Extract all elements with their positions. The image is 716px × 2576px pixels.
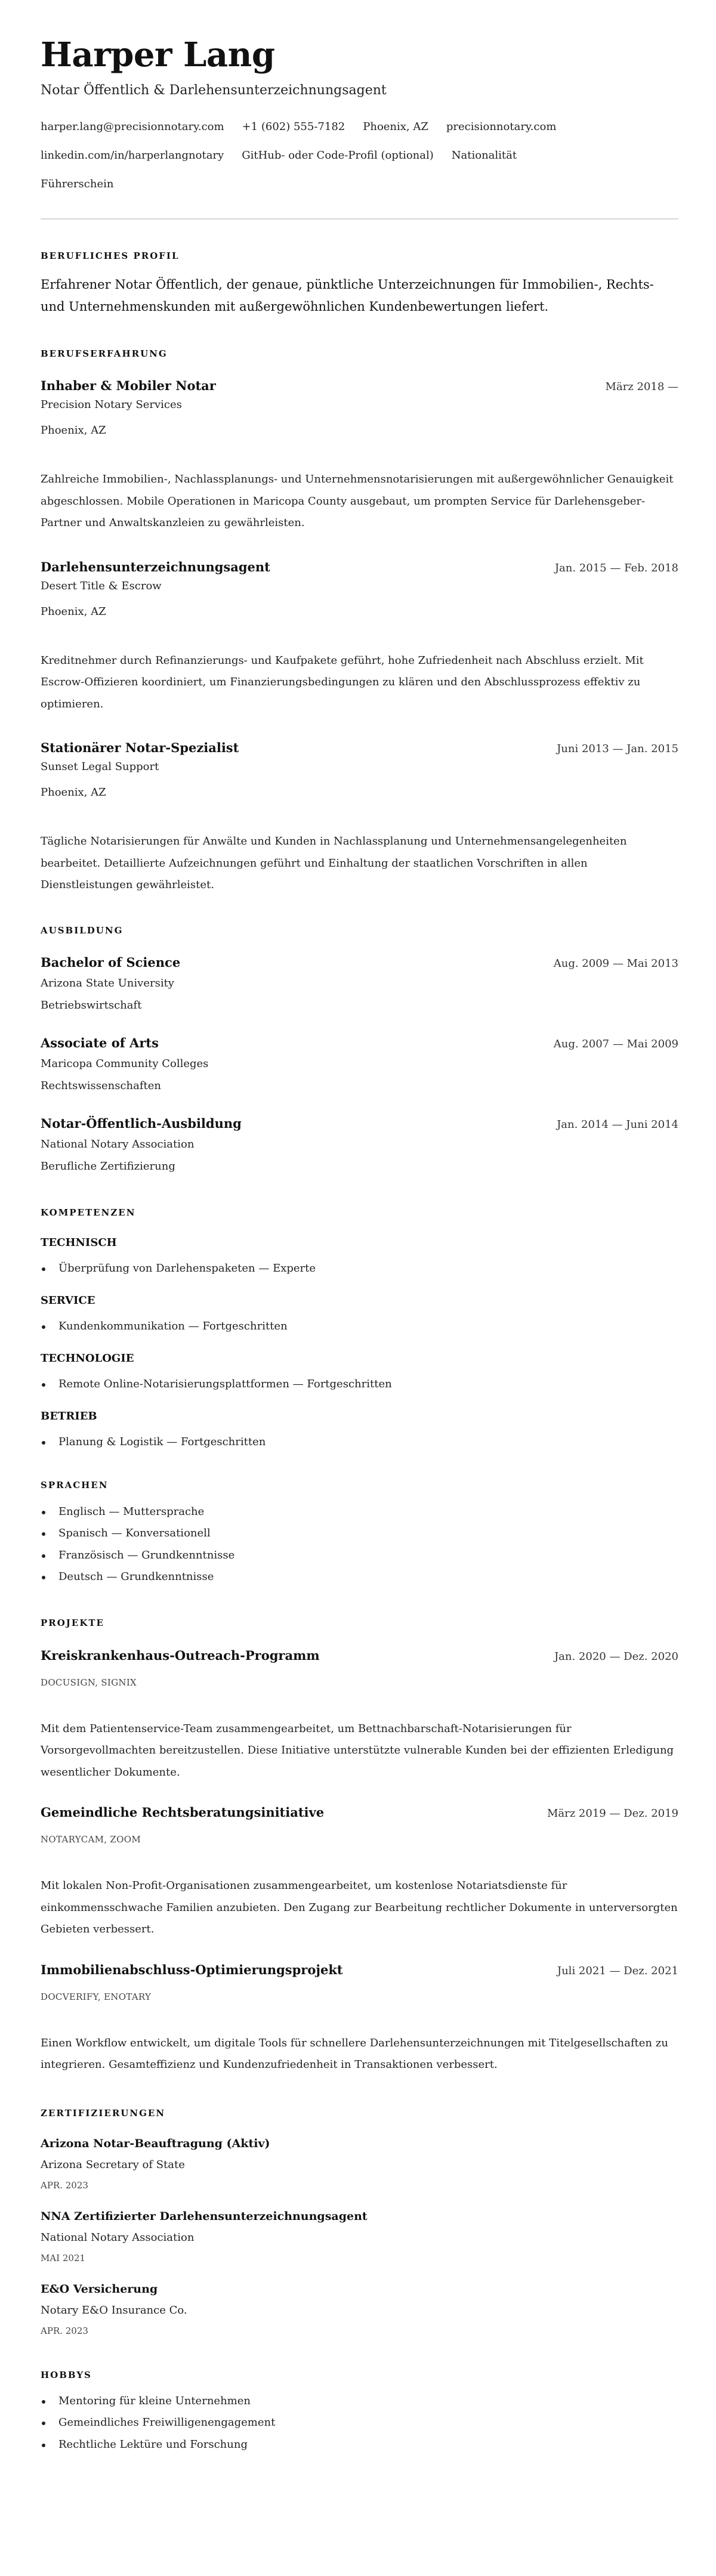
project-tools: NOTARYCAM, ZOOM [41, 1834, 141, 1845]
contact-row [41, 170, 678, 199]
certification-date: MAI 2021 [41, 2252, 86, 2263]
resume-header [41, 36, 678, 199]
job-dates: Jan. 2015 — Feb. 2018 [554, 561, 678, 574]
contact-email[interactable]: harper.lang@precisionnotary.com [41, 120, 224, 133]
experience-section [41, 348, 678, 896]
resume-page [0, 36, 716, 2479]
job-title: Stationärer Notar-Spezialist [41, 740, 239, 755]
skills-section [41, 1207, 678, 1451]
certification-entry [41, 2208, 678, 2265]
certification-title: E&O Versicherung [41, 2282, 158, 2296]
project-tools: DOCVERIFY, ENOTARY [41, 1991, 152, 2002]
section-heading: AUSBILDUNG [41, 924, 124, 936]
contact-list [41, 113, 678, 199]
hobby-item: Gemeindliches Freiwilligenengagement [41, 2412, 678, 2434]
project-title: Kreiskrankenhaus-Outreach-Programm [41, 1647, 320, 1663]
education-entry [41, 1115, 678, 1176]
certification-date: APR. 2023 [41, 2179, 88, 2191]
certification-issuer: Notary E&O Insurance Co. [41, 2303, 187, 2317]
field-of-study: Berufliche Zertifizierung [41, 1159, 175, 1173]
job-dates: Juni 2013 — Jan. 2015 [557, 743, 678, 755]
school: Arizona State University [41, 976, 174, 989]
skill-list [41, 1375, 678, 1393]
header-divider [41, 218, 678, 219]
education-entry [41, 1034, 678, 1095]
section-heading: ZERTIFIZIERUNGEN [41, 2107, 166, 2119]
job-entry [41, 377, 678, 534]
language-item: Spanisch — Konversationell [41, 1523, 678, 1545]
job-company: Desert Title & Escrow [41, 579, 162, 592]
education-entry [41, 954, 678, 1015]
contact-phone[interactable]: +1 (602) 555-7182 [242, 120, 345, 133]
certification-issuer: National Notary Association [41, 2231, 195, 2244]
degree: Notar-Öffentlich-Ausbildung [41, 1115, 242, 1131]
job-entry [41, 558, 678, 716]
project-description: Einen Workflow entwickelt, um digitale Tools für schnellere Darlehensunterzeichnungen mit Titelgesellschaften zu integrieren. Gesamteffizienz und Kundenzufriedenheit in Transaktionen verbessert. [41, 2036, 668, 2071]
school: National Notary Association [41, 1137, 195, 1151]
project-entry [41, 1647, 678, 1784]
degree: Associate of Arts [41, 1035, 159, 1050]
section-heading: SPRACHEN [41, 1479, 109, 1490]
candidate-title: Notar Öffentlich & Darlehensunterzeichnungsagent [41, 83, 387, 98]
job-company: Precision Notary Services [41, 398, 182, 411]
job-description: Kreditnehmer durch Refinanzierungs- und Kaufpakete geführt, hohe Zufriedenheit nach Abschluss erzielt. Mit Escrow-Offizieren koordiniert, um Finanzierungsbedingungen zu klären und den Abschlussprozess effektiv zu optimieren. [41, 654, 644, 710]
certification-title: NNA Zertifizierter Darlehensunterzeichnungsagent [41, 2209, 368, 2223]
contact-location: Phoenix, AZ [363, 120, 428, 133]
skill-item: Kundenkommunikation — Fortgeschritten [41, 1318, 678, 1335]
job-title: Inhaber & Mobiler Notar [41, 378, 216, 393]
contact-nationality: Nationalität [451, 149, 517, 162]
projects-section [41, 1617, 678, 2076]
contact-linkedin[interactable]: linkedin.com/in/harperlangnotary [41, 149, 224, 162]
job-location: Phoenix, AZ [41, 424, 106, 437]
skill-category: TECHNISCH [41, 1236, 117, 1249]
hobby-item: Mentoring für kleine Unternehmen [41, 2391, 678, 2413]
certification-date: APR. 2023 [41, 2325, 88, 2336]
skill-item: Remote Online-Notarisierungsplattformen — Fortgeschritten [41, 1375, 678, 1393]
job-company: Sunset Legal Support [41, 760, 159, 773]
certification-title: Arizona Notar-Beauftragung (Aktiv) [41, 2136, 270, 2150]
job-location: Phoenix, AZ [41, 605, 106, 618]
project-entry [41, 1961, 678, 2076]
skill-category: BETRIEB [41, 1409, 97, 1422]
language-item: Französisch — Grundkenntnisse [41, 1545, 678, 1567]
education-dates: Aug. 2009 — Mai 2013 [553, 957, 678, 970]
job-dates: März 2018 — [605, 381, 678, 393]
profile-section [41, 250, 678, 317]
contact-row [41, 141, 678, 170]
project-entry [41, 1804, 678, 1941]
project-description: Mit dem Patientenservice-Team zusammengearbeitet, um Bettnachbarschaft-Notarisierungen für Vorsorgevollmachten bereitzustellen. Diese Initiative unterstützte vulnerable Kunden bei der effizienten Erledigung wesentlicher Dokumente. [41, 1722, 674, 1779]
project-dates: März 2019 — Dez. 2019 [547, 1807, 678, 1820]
project-description: Mit lokalen Non-Profit-Organisationen zusammengearbeitet, um kostenlose Notariatsdienste für einkommensschwache Familien anzubieten. Den Zugang zur Bearbeitung rechtlicher Dokumente in unterversorgten Gebieten verbessert. [41, 1879, 678, 1935]
project-dates: Juli 2021 — Dez. 2021 [557, 1964, 678, 1977]
languages-section [41, 1479, 678, 1588]
certification-entry [41, 2281, 678, 2338]
certification-issuer: Arizona Secretary of State [41, 2158, 185, 2171]
contact-github: GitHub- oder Code-Profil (optional) [242, 149, 434, 162]
language-list [41, 1501, 678, 1588]
hobbies-section [41, 2369, 678, 2456]
project-tools: DOCUSIGN, SIGNIX [41, 1677, 137, 1688]
education-section [41, 924, 678, 1176]
field-of-study: Rechtswissenschaften [41, 1079, 162, 1092]
section-heading: PROJEKTE [41, 1617, 104, 1628]
project-dates: Jan. 2020 — Dez. 2020 [554, 1650, 678, 1663]
project-title: Immobilienabschluss-Optimierungsprojekt [41, 1962, 343, 1977]
school: Maricopa Community Colleges [41, 1057, 209, 1070]
section-heading: BERUFLICHES PROFIL [41, 251, 180, 261]
language-item: Englisch — Muttersprache [41, 1501, 678, 1523]
candidate-name: Harper Lang [41, 35, 275, 75]
field-of-study: Betriebswirtschaft [41, 998, 142, 1012]
contact-license: Führerschein [41, 178, 114, 190]
certification-entry [41, 2135, 678, 2192]
section-heading: BERUFSERFAHRUNG [41, 348, 168, 359]
education-dates: Jan. 2014 — Juni 2014 [557, 1118, 678, 1131]
degree: Bachelor of Science [41, 954, 181, 970]
hobby-list [41, 2391, 678, 2456]
contact-row [41, 113, 678, 141]
certifications-section [41, 2107, 678, 2338]
education-dates: Aug. 2007 — Mai 2009 [553, 1037, 678, 1050]
skill-item: Überprüfung von Darlehenspaketen — Experte [41, 1260, 678, 1278]
language-item: Deutsch — Grundkenntnisse [41, 1566, 678, 1588]
skill-category: SERVICE [41, 1294, 95, 1307]
skill-list [41, 1318, 678, 1335]
skill-list [41, 1260, 678, 1278]
section-heading: HOBBYS [41, 2369, 92, 2380]
contact-website[interactable]: precisionnotary.com [446, 120, 557, 133]
skill-list [41, 1433, 678, 1451]
skill-category: TECHNOLOGIE [41, 1352, 134, 1365]
profile-text: Erfahrener Notar Öffentlich, der genaue, pünktliche Unterzeichnungen für Immobilien-, Rechts- und Unternehmenskunden mit außergewöhnlichen Kundenbewertungen liefert. [41, 277, 654, 314]
job-location: Phoenix, AZ [41, 786, 106, 799]
job-description: Zahlreiche Immobilien-, Nachlassplanungs- und Unternehmensnotarisierungen mit außergewöhnlicher Genauigkeit abgeschlossen. Mobile Operationen in Maricopa County ausgebaut, um prompten Service für Darlehensgeber-Partner und Anwaltskanzleien zu gewährleisten. [41, 473, 674, 529]
skill-item: Planung & Logistik — Fortgeschritten [41, 1433, 678, 1451]
job-entry [41, 739, 678, 896]
section-heading: KOMPETENZEN [41, 1207, 136, 1218]
job-description: Tägliche Notarisierungen für Anwälte und Kunden in Nachlassplanung und Unternehmensangelegenheiten bearbeitet. Detaillierte Aufzeichnungen geführt und Einhaltung der staatlichen Vorschriften in allen Dienstleistungen gewährleistet. [41, 835, 627, 891]
project-title: Gemeindliche Rechtsberatungsinitiative [41, 1805, 325, 1820]
job-title: Darlehensunterzeichnungsagent [41, 559, 270, 574]
hobby-item: Rechtliche Lektüre und Forschung [41, 2434, 678, 2456]
